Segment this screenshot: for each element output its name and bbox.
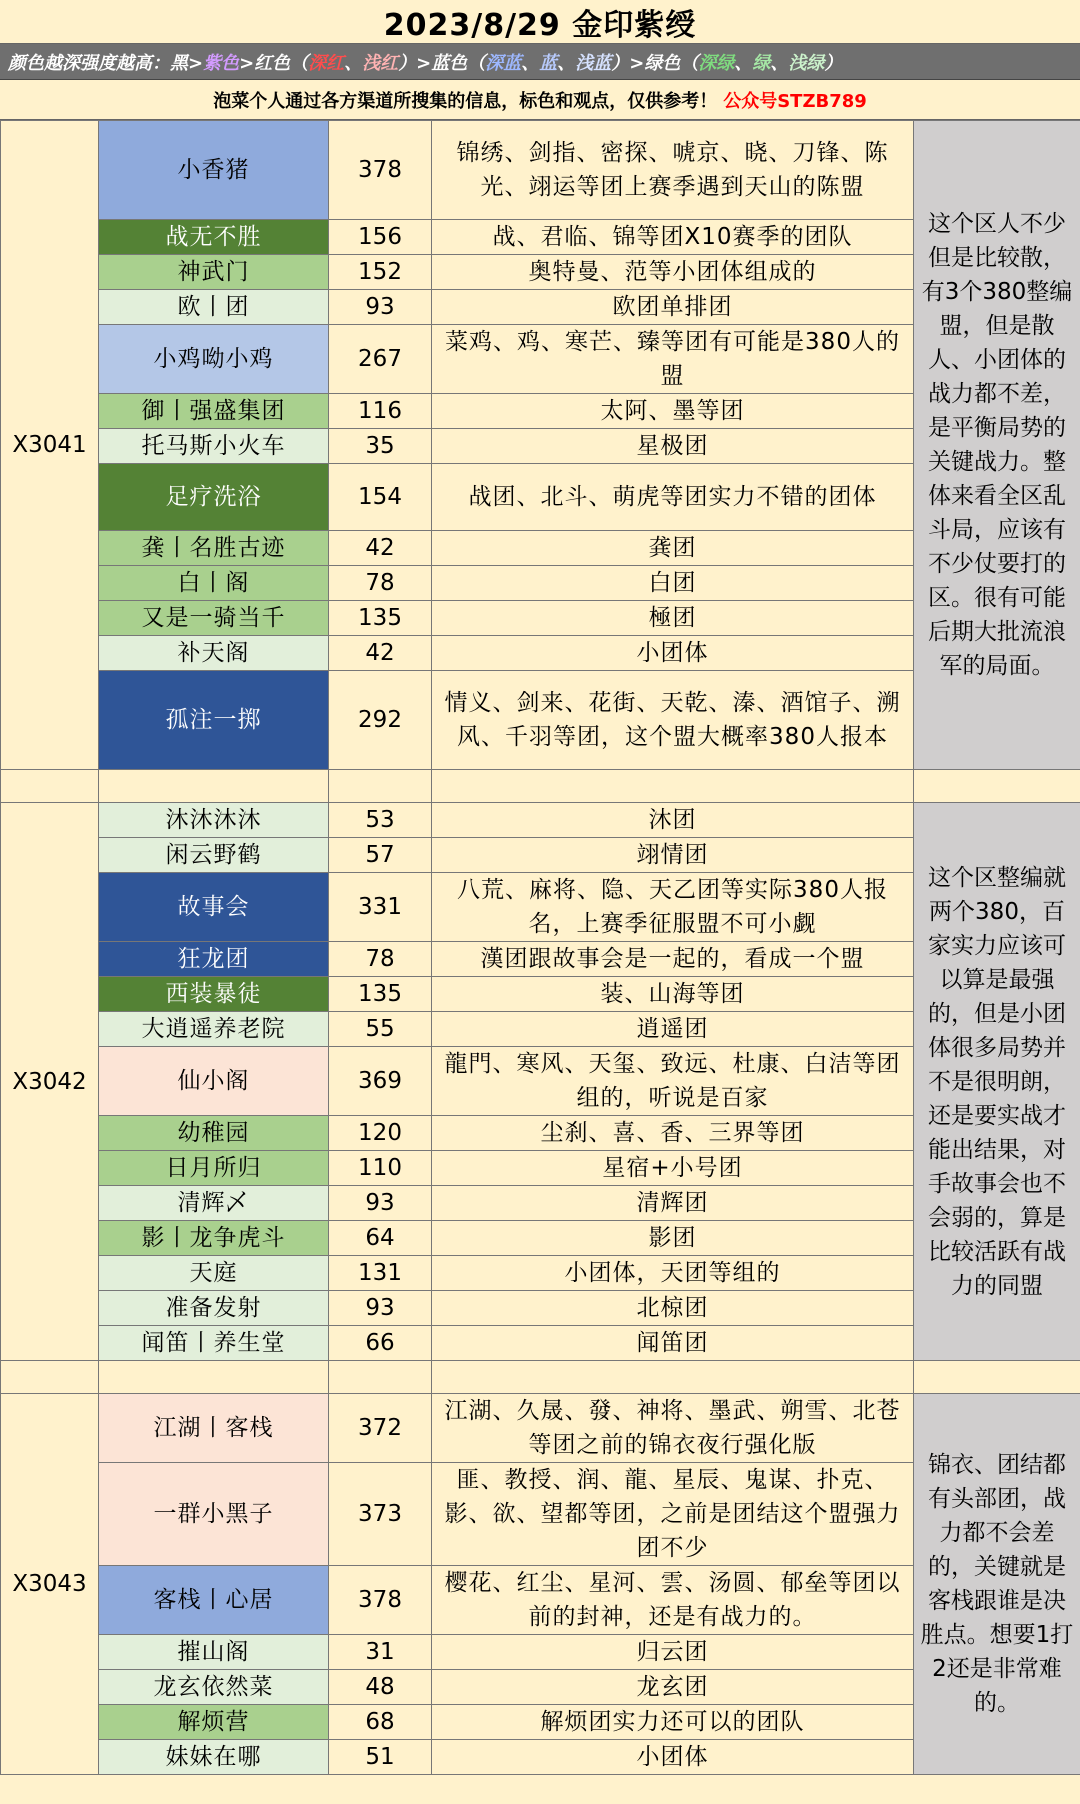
- alliance-description: 尘刹、喜、香、三界等团: [432, 1116, 914, 1151]
- spacer-row: [1, 1361, 1080, 1394]
- alliance-description: 战、君临、锦等团X10赛季的团队: [432, 220, 914, 255]
- notice-account: 公众号STZB789: [723, 90, 867, 112]
- member-count: 116: [329, 394, 432, 429]
- member-count: 42: [329, 531, 432, 566]
- member-count: 135: [329, 601, 432, 636]
- server-name: X3043: [1, 1394, 99, 1775]
- member-count: 156: [329, 220, 432, 255]
- alliance-name: 补天阁: [99, 636, 329, 671]
- alliance-name: 沐沐沐沐: [99, 803, 329, 838]
- member-count: 267: [329, 325, 432, 394]
- member-count: 93: [329, 1186, 432, 1221]
- alliance-name: 小鸡呦小鸡: [99, 325, 329, 394]
- legend-suffix: ）: [824, 52, 843, 74]
- blank-cell: [1, 770, 99, 803]
- alliance-description: 太阿、墨等团: [432, 394, 914, 429]
- member-count: 48: [329, 1670, 432, 1705]
- alliance-name: 又是一骑当千: [99, 601, 329, 636]
- member-count: 154: [329, 464, 432, 531]
- member-count: 78: [329, 566, 432, 601]
- member-count: 42: [329, 636, 432, 671]
- alliance-name: 客栈丨心居: [99, 1566, 329, 1635]
- member-count: 78: [329, 942, 432, 977]
- alliance-name: 仙小阁: [99, 1047, 329, 1116]
- alliance-description: 情义、剑来、花街、天乾、溱、酒馆子、溯风、千羽等团，这个盟大概率380人报本: [432, 671, 914, 770]
- member-count: 292: [329, 671, 432, 770]
- member-count: 35: [329, 429, 432, 464]
- alliance-description: 战团、北斗、萌虎等团实力不错的团体: [432, 464, 914, 531]
- alliance-description: 欧团单排团: [432, 290, 914, 325]
- blank-cell: [1, 1361, 99, 1394]
- legend-sep: 、: [770, 52, 789, 74]
- server-name: X3041: [1, 121, 99, 770]
- alliance-name: 摧山阁: [99, 1635, 329, 1670]
- alliance-description: 小团体，天团等组的: [432, 1256, 914, 1291]
- alliance-name: 狂龙团: [99, 942, 329, 977]
- alliance-description: 清辉团: [432, 1186, 914, 1221]
- alliance-description: 八荒、麻将、隐、天乙团等实际380人报名，上赛季征服盟不可小觑: [432, 873, 914, 942]
- alliance-name: 江湖丨客栈: [99, 1394, 329, 1463]
- member-count: 51: [329, 1740, 432, 1775]
- alliance-name: 龙玄依然菜: [99, 1670, 329, 1705]
- blank-cell: [914, 1361, 1080, 1394]
- server-analysis-note: 这个区人不少但是比较散，有3个380整编盟，但是散人、小团体的战力都不差，是平衡局势的关键战力。整体来看全区乱斗局，应该有不少仗要打的区。很有可能后期大批流浪军的局面。: [914, 121, 1080, 770]
- member-count: 369: [329, 1047, 432, 1116]
- blank-cell: [914, 770, 1080, 803]
- alliance-name: 清辉乄: [99, 1186, 329, 1221]
- member-count: 53: [329, 803, 432, 838]
- member-count: 55: [329, 1012, 432, 1047]
- alliance-name: 御丨强盛集团: [99, 394, 329, 429]
- alliance-description: 闻笛团: [432, 1326, 914, 1361]
- alliance-description: 逍遥团: [432, 1012, 914, 1047]
- blank-cell: [99, 770, 329, 803]
- alliance-description: 龚团: [432, 531, 914, 566]
- legend-light-green: 浅绿: [788, 52, 825, 74]
- alliance-name: 龚丨名胜古迹: [99, 531, 329, 566]
- alliance-description: 白团: [432, 566, 914, 601]
- alliance-description: 北椋团: [432, 1291, 914, 1326]
- legend-sep: 、: [344, 52, 363, 74]
- alliance-description: 樱花、红尘、星河、雲、汤圆、郁垒等团以前的封神，还是有战力的。: [432, 1566, 914, 1635]
- alliance-description: 装、山海等团: [432, 977, 914, 1012]
- alliance-name: 大逍遥养老院: [99, 1012, 329, 1047]
- alliance-name: 天庭: [99, 1256, 329, 1291]
- alliance-name: 妹妹在哪: [99, 1740, 329, 1775]
- alliance-name: 解烦营: [99, 1705, 329, 1740]
- blank-cell: [329, 770, 432, 803]
- alliance-name: 西装暴徒: [99, 977, 329, 1012]
- alliance-name: 闲云野鹤: [99, 838, 329, 873]
- alliance-description: 星宿+小号团: [432, 1151, 914, 1186]
- alliance-name: 托马斯小火车: [99, 429, 329, 464]
- member-count: 131: [329, 1256, 432, 1291]
- member-count: 93: [329, 1291, 432, 1326]
- alliance-description: 归云团: [432, 1635, 914, 1670]
- server-analysis-note: 锦衣、团结都有头部团，战力都不会差的，关键就是客栈跟谁是决胜点。想要1打2还是非常难的。: [914, 1394, 1080, 1775]
- server-name: X3042: [1, 803, 99, 1361]
- notice: [0, 80, 1080, 120]
- member-count: 152: [329, 255, 432, 290]
- alliance-description: 龍門、寒风、天玺、致远、杜康、白洁等团组的，听说是百家: [432, 1047, 914, 1116]
- table-row: [1, 803, 1080, 838]
- alliance-description: 龙玄团: [432, 1670, 914, 1705]
- alliance-name: 故事会: [99, 873, 329, 942]
- alliance-name: 小香猪: [99, 121, 329, 220]
- legend-prefix: 颜色越深强度越高：黑>: [8, 52, 204, 74]
- alliance-description: 影团: [432, 1221, 914, 1256]
- alliance-name: 神武门: [99, 255, 329, 290]
- legend-green: 绿: [752, 52, 771, 74]
- member-count: 66: [329, 1326, 432, 1361]
- member-count: 68: [329, 1705, 432, 1740]
- legend-purple: 紫色: [203, 52, 240, 74]
- legend-sep: 、: [557, 52, 576, 74]
- alliance-description: 極团: [432, 601, 914, 636]
- alliance-name: 足疗洗浴: [99, 464, 329, 531]
- alliance-description: 小团体: [432, 636, 914, 671]
- server-analysis-note: 这个区整编就两个380，百家实力应该可以算是最强的，但是小团体很多局势并不是很明朗，还是要实战才能出结果，对手故事会也不会弱的，算是比较活跃有战力的同盟: [914, 803, 1080, 1361]
- member-count: 373: [329, 1463, 432, 1566]
- blank-cell: [329, 1361, 432, 1394]
- alliance-name: 白丨阁: [99, 566, 329, 601]
- alliance-description: 菜鸡、鸡、寒芒、臻等团有可能是380人的盟: [432, 325, 914, 394]
- legend-sep: 、: [521, 52, 540, 74]
- alliance-description: 解烦团实力还可以的团队: [432, 1705, 914, 1740]
- alliance-name: 一群小黑子: [99, 1463, 329, 1566]
- alliance-description: 星极团: [432, 429, 914, 464]
- alliance-name: 欧丨团: [99, 290, 329, 325]
- legend-deep-green: 深绿: [698, 52, 735, 74]
- legend-red-part: >红色（: [239, 52, 309, 74]
- spacer-row: [1, 770, 1080, 803]
- blank-cell: [432, 770, 914, 803]
- notice-text: 泡菜个人通过各方渠道所搜集的信息，标色和观点，仅供参考！: [213, 90, 718, 112]
- alliance-description: 锦绣、剑指、密探、唬京、晓、刀锋、陈光、翊运等团上赛季遇到天山的陈盟: [432, 121, 914, 220]
- alliance-name: 孤注一掷: [99, 671, 329, 770]
- member-count: 64: [329, 1221, 432, 1256]
- member-count: 378: [329, 1566, 432, 1635]
- legend-green-part: ）>绿色（: [611, 52, 699, 74]
- member-count: 378: [329, 121, 432, 220]
- alliance-description: 漢团跟故事会是一起的，看成一个盟: [432, 942, 914, 977]
- member-count: 372: [329, 1394, 432, 1463]
- alliance-description: 沐团: [432, 803, 914, 838]
- legend-deep-red: 深红: [308, 52, 345, 74]
- table-row: [1, 121, 1080, 220]
- alliance-name: 影丨龙争虎斗: [99, 1221, 329, 1256]
- member-count: 110: [329, 1151, 432, 1186]
- legend-blue-part: ）>蓝色（: [398, 52, 486, 74]
- legend-light-blue: 浅蓝: [575, 52, 612, 74]
- alliance-name: 战无不胜: [99, 220, 329, 255]
- alliance-description: 小团体: [432, 1740, 914, 1775]
- page-title: 2023/8/29 金印紫绶: [0, 0, 1080, 44]
- member-count: 93: [329, 290, 432, 325]
- alliance-table: [0, 120, 1080, 1775]
- alliance-description: 匪、教授、润、龍、星辰、鬼谋、扑克、影、欲、望都等团，之前是团结这个盟强力团不少: [432, 1463, 914, 1566]
- member-count: 331: [329, 873, 432, 942]
- member-count: 120: [329, 1116, 432, 1151]
- member-count: 31: [329, 1635, 432, 1670]
- legend-sep: 、: [734, 52, 753, 74]
- legend-light-red: 浅红: [362, 52, 399, 74]
- legend-blue: 蓝: [539, 52, 558, 74]
- alliance-description: 翊情团: [432, 838, 914, 873]
- member-count: 135: [329, 977, 432, 1012]
- alliance-name: 幼稚园: [99, 1116, 329, 1151]
- color-legend: [0, 44, 1080, 80]
- member-count: 57: [329, 838, 432, 873]
- blank-cell: [432, 1361, 914, 1394]
- table-row: [1, 1394, 1080, 1463]
- alliance-name: 准备发射: [99, 1291, 329, 1326]
- alliance-description: 奥特曼、范等小团体组成的: [432, 255, 914, 290]
- alliance-description: 江湖、久晟、發、神将、墨武、朔雪、北苍等团之前的锦衣夜行强化版: [432, 1394, 914, 1463]
- blank-cell: [99, 1361, 329, 1394]
- alliance-name: 闻笛丨养生堂: [99, 1326, 329, 1361]
- alliance-name: 日月所归: [99, 1151, 329, 1186]
- legend-deep-blue: 深蓝: [485, 52, 522, 74]
